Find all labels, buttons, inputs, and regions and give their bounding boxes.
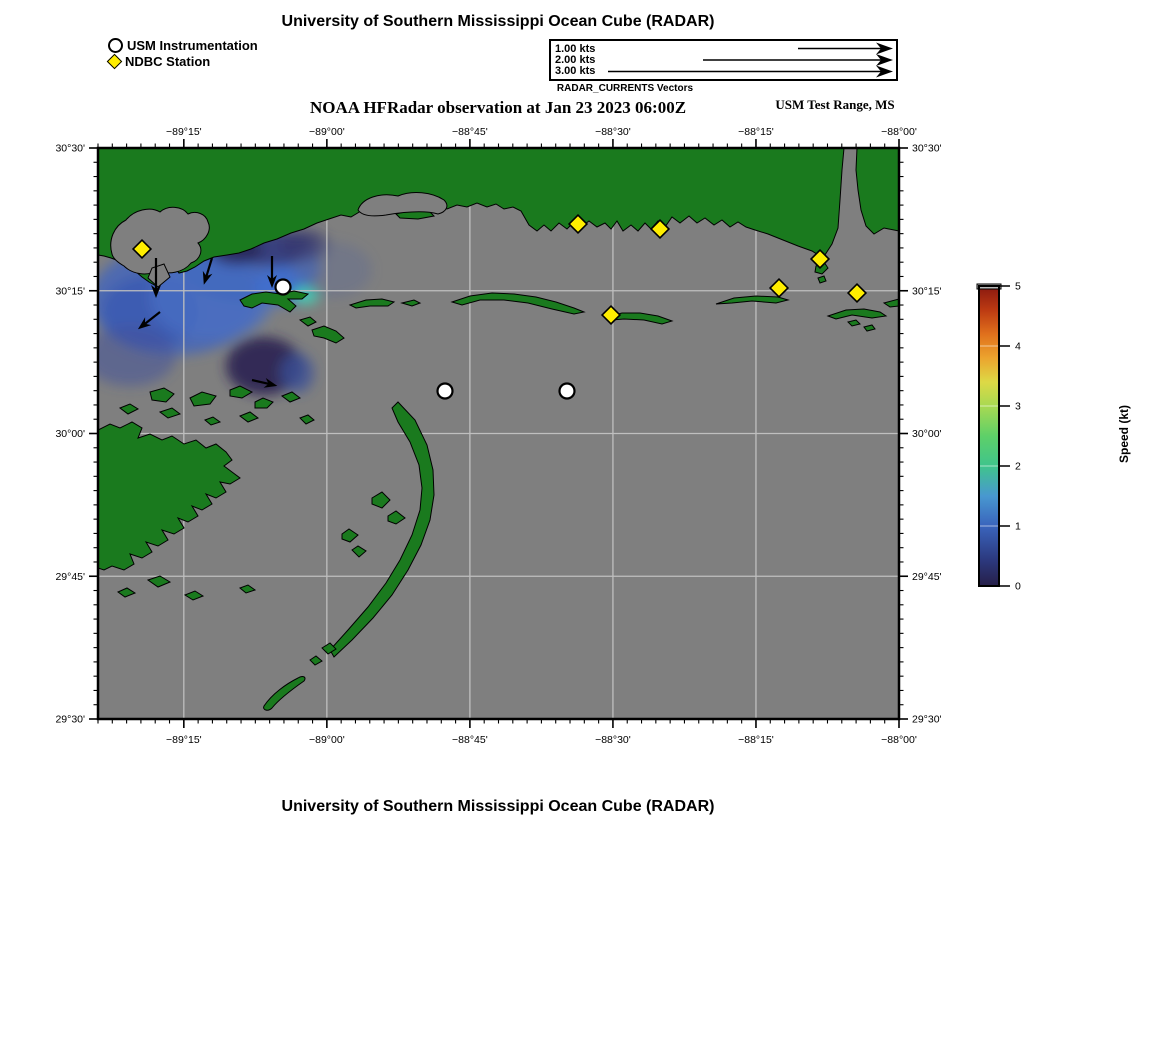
colorbar-axis-label: Speed (kt) xyxy=(1117,405,1131,464)
svg-text:30°15': 30°15' xyxy=(55,285,85,298)
legend-label-usm: USM Instrumentation xyxy=(127,37,258,53)
colorbar-tick-label: 1 xyxy=(1015,520,1021,533)
colorbar-tick-label: 0 xyxy=(1015,580,1021,593)
svg-text:30°30': 30°30' xyxy=(912,142,942,155)
svg-text:30°30': 30°30' xyxy=(55,142,85,155)
vector-scale-arrows xyxy=(608,43,893,78)
colorbar-tick-label: 5 xyxy=(1015,280,1021,293)
test-range-label: USM Test Range, MS xyxy=(775,97,895,112)
svg-text:30°00': 30°00' xyxy=(55,428,85,440)
svg-text:−89°15': −89°15' xyxy=(165,734,202,746)
vector-scale-label-1: 1.00 kts xyxy=(555,43,596,55)
svg-text:−88°00': −88°00' xyxy=(881,734,917,746)
colorbar-tick-label: 4 xyxy=(1015,340,1021,353)
svg-text:−88°15': −88°15' xyxy=(738,734,774,746)
svg-text:−88°00': −88°00' xyxy=(881,126,917,138)
page-title: University of Southern Mississippi Ocean Cube (RADAR) xyxy=(281,13,715,30)
vector-scale-label-2: 2.00 kts xyxy=(555,54,596,66)
svg-text:−88°45': −88°45' xyxy=(452,734,488,746)
svg-text:−88°30': −88°30' xyxy=(595,126,631,138)
observation-subtitle: NOAA HFRadar observation at Jan 23 2023 06:00Z xyxy=(309,98,687,117)
vector-scale-label-3: 3.00 kts xyxy=(555,65,596,77)
usm-station-marker xyxy=(276,280,291,295)
footer-title: University of Southern Mississippi Ocean Cube (RADAR) xyxy=(281,798,715,815)
map-area xyxy=(84,148,899,719)
svg-text:29°45': 29°45' xyxy=(912,570,942,583)
colorbar xyxy=(977,281,1021,593)
svg-text:−89°00': −89°00' xyxy=(309,734,345,746)
svg-text:29°30': 29°30' xyxy=(55,713,85,726)
legend-label-ndbc: NDBC Station xyxy=(125,53,211,69)
svg-text:−88°15': −88°15' xyxy=(738,126,774,138)
svg-text:30°00': 30°00' xyxy=(912,428,942,440)
usm-station-marker xyxy=(560,384,575,399)
svg-text:−88°45': −88°45' xyxy=(452,126,488,138)
svg-text:−88°30': −88°30' xyxy=(595,734,631,746)
vector-scale-caption: RADAR_CURRENTS Vectors xyxy=(556,83,694,94)
colorbar-gradient xyxy=(979,286,999,586)
svg-text:29°30': 29°30' xyxy=(912,713,942,726)
svg-text:29°45': 29°45' xyxy=(55,570,85,583)
colorbar-tick-label: 2 xyxy=(1015,460,1021,473)
colorbar-tick-label: 3 xyxy=(1015,400,1021,413)
usm-station-marker xyxy=(438,384,453,399)
svg-text:30°15': 30°15' xyxy=(912,285,942,298)
svg-text:−89°15': −89°15' xyxy=(165,126,202,138)
svg-text:−89°00': −89°00' xyxy=(309,126,345,138)
